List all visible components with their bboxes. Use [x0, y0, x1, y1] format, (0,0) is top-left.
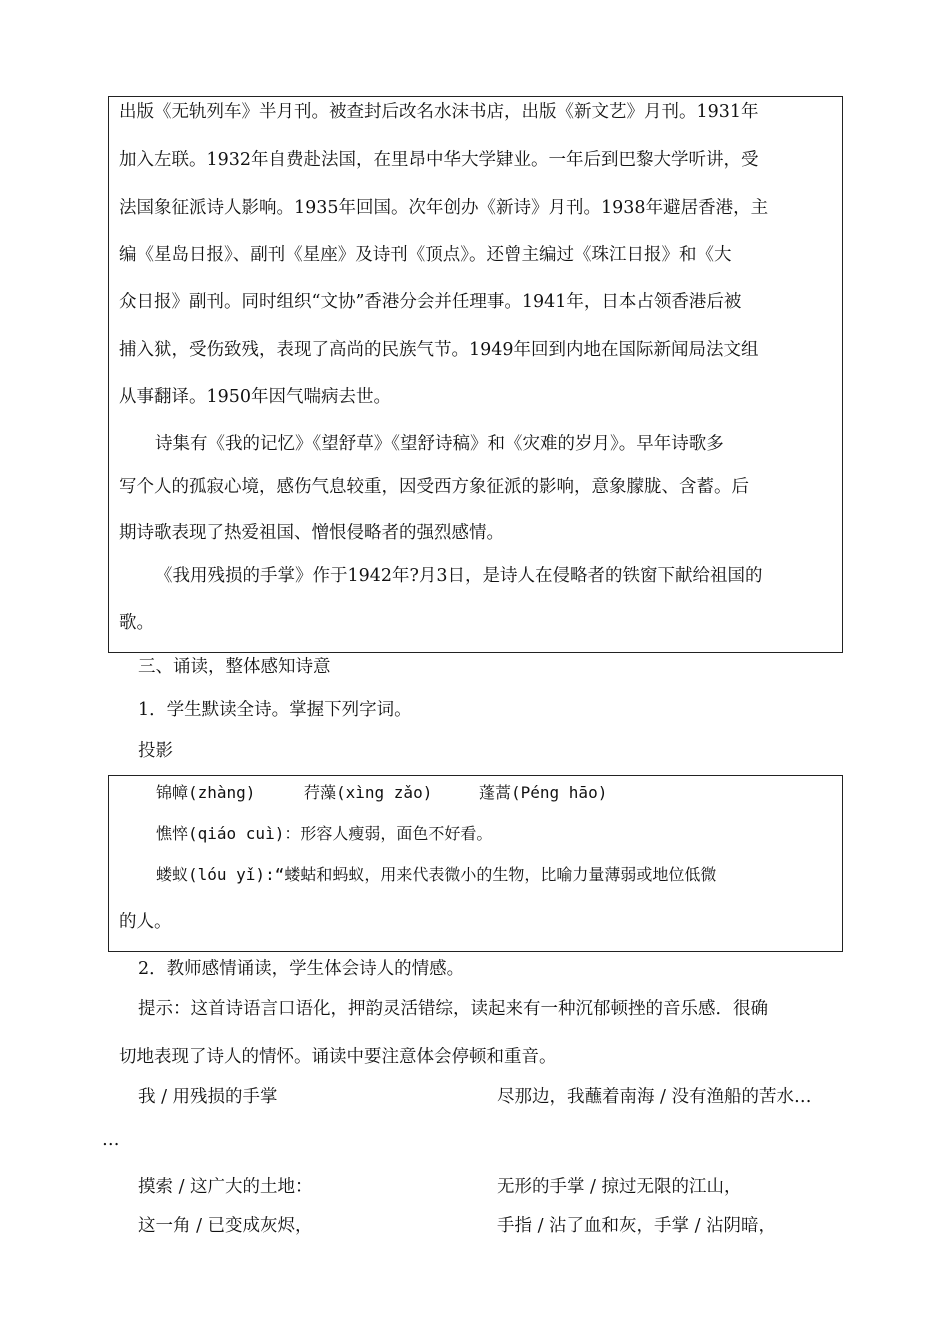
vocab-definition: 憔悴(qiáo cuì)：形容人瘦弱，面色不好看。 — [156, 824, 493, 843]
vocab-term: 荇藻(xìng zǎo) — [304, 783, 433, 802]
poem-line: 我 / 用残损的手掌 — [138, 1087, 278, 1107]
bio-line: 加入左联。1932年自费赴法国，在里昂中华大学肄业。一年后到巴黎大学听讲，受 — [119, 150, 759, 170]
vocab-term: 蓬蒿(Péng hāo) — [479, 783, 608, 802]
poem-line: 这一角 / 已变成灰烬， — [138, 1216, 313, 1236]
bio-line: 法国象征派诗人影响。1935年回国。次年创办《新诗》月刊。1938年避居香港，主 — [119, 198, 769, 218]
bio-line: 诗集有《我的记忆》《望舒草》《望舒诗稿》和《灾难的岁月》。早年诗歌多 — [155, 434, 724, 454]
tip-text: 切地表现了诗人的情怀。诵读中要注意体会停顿和重音。 — [119, 1047, 557, 1067]
poem-line: 无形的手掌 / 掠过无限的江山， — [497, 1177, 742, 1197]
bio-line: 出版《无轨列车》半月刊。被查封后改名水沫书店，出版《新文艺》月刊。1931年 — [119, 102, 759, 122]
list-item: 2．教师感情诵读，学生体会诗人的情感。 — [138, 959, 465, 979]
list-item: 1．学生默读全诗。掌握下列字词。 — [138, 700, 412, 720]
bio-line: 从事翻译。1950年因气喘病去世。 — [119, 387, 392, 407]
vocab-term: 锦幛(zhàng) — [156, 783, 256, 802]
poem-line: 尽那边，我蘸着南海 / 没有渔船的苦水… — [497, 1087, 812, 1107]
poem-line: 手指 / 沾了血和灰，手掌 / 沾阴暗， — [497, 1216, 777, 1236]
section-heading: 三、诵读，整体感知诗意 — [138, 657, 331, 677]
poem-continuation: … — [102, 1130, 120, 1150]
tip-text: 提示：这首诗语言口语化，押韵灵活错综，读起来有一种沉郁顿挫的音乐感．很确 — [138, 999, 768, 1019]
bio-line: 歌。 — [119, 613, 154, 633]
vocab-definition: 蝼蚁(lóu yǐ):“蝼蛄和蚂蚁，用来代表微小的生物，比喻力量薄弱或地位低微 — [156, 865, 717, 884]
projection-label: 投影 — [138, 741, 173, 761]
vocab-definition: 的人。 — [119, 912, 172, 932]
bio-line: 《我用残损的手掌》作于1942年?月3日，是诗人在侵略者的铁窗下献给祖国的 — [155, 566, 763, 586]
poem-line: 摸索 / 这广大的土地： — [138, 1177, 313, 1197]
bio-line: 编《星岛日报》、副刊《星座》及诗刊《顶点》。还曾主编过《珠江日报》和《大 — [119, 245, 732, 265]
bio-line: 写个人的孤寂心境，感伤气息较重，因受西方象征派的影响，意象朦胧、含蓄。后 — [119, 477, 749, 497]
bio-line: 期诗歌表现了热爱祖国、憎恨侵略者的强烈感情。 — [119, 523, 504, 543]
bio-line: 众日报》副刊。同时组织“文协”香港分会并任理事。1941年，日本占领香港后被 — [119, 292, 742, 312]
bio-line: 捕入狱，受伤致残，表现了高尚的民族气节。1949年回到内地在国际新闻局法文组 — [119, 340, 759, 360]
